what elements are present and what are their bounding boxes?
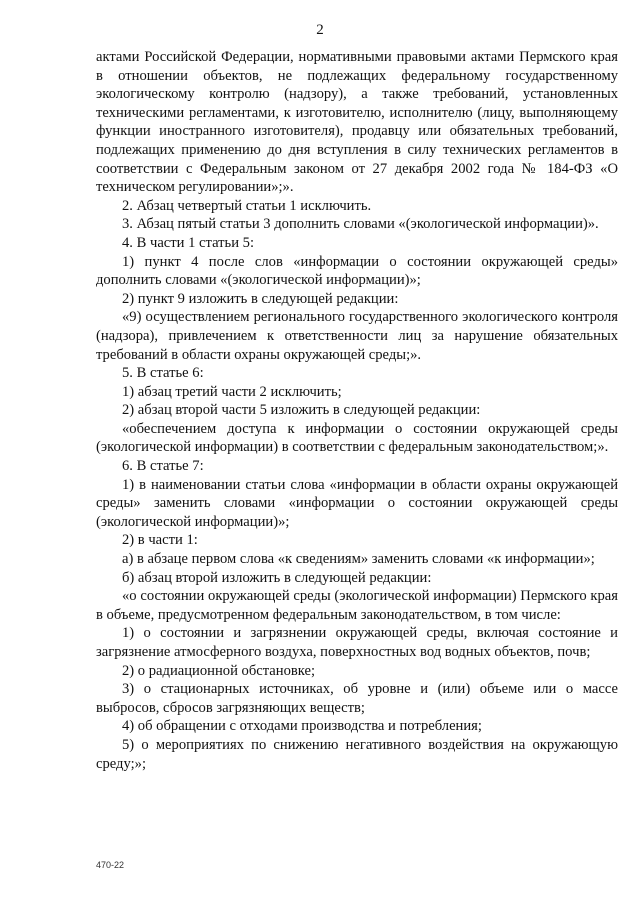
paragraph-item-6-2: 2) в части 1: <box>122 532 198 549</box>
document-code: 470-22 <box>96 860 125 870</box>
paragraph-item-3: 3. Абзац пятый статьи 3 дополнить словами «(экологической информации)». <box>122 216 599 233</box>
document-body <box>96 48 618 773</box>
paragraph-item-2: 2. Абзац четвертый статьи 1 исключить. <box>122 197 372 214</box>
paragraph-item-4-2-text: «9) осуществлением регионального государственного экологического контроля (надзора), привлечением к ответственности лиц за нарушение обязательных требований в области охраны окружающей среды;». <box>96 309 618 363</box>
paragraph-continuation: актами Российской Федерации, нормативными правовыми актами Пермского края в отношении объектов, не подлежащих федеральному государственному экологическому контролю (надзору), а также требований, установленных техническими регламентами, к изготовителю, исполнителю (лицу, выполняющему функции иностранного изготовителя), продавцу или обязательных требований, подлежащих применению до дня вступления в силу технических регламентов в соответствии с Федеральным законом от 27 декабря 2002 года № 184-ФЗ «О техническом регулировании»;». <box>96 49 618 196</box>
paragraph-item-5-2: 2) абзац второй части 5 изложить в следующей редакции: <box>122 402 481 419</box>
paragraph-item-5: 5. В статье 6: <box>122 365 204 382</box>
list-item-2: 2) о радиационной обстановке; <box>122 662 316 679</box>
paragraph-item-4: 4. В части 1 статьи 5: <box>122 234 255 251</box>
paragraph-item-6-2-b-text: «о состоянии окружающей среды (экологической информации) Пермского края в объеме, предусмотренном федеральным законодательством, в том числе: <box>96 588 618 623</box>
list-item-3: 3) о стационарных источниках, об уровне и (или) объеме или о массе выбросов, сбросов загрязняющих веществ; <box>96 681 618 716</box>
paragraph-item-4-1: 1) пункт 4 после слов «информации о состоянии окружающей среды» дополнить словами «(экологической информации)»; <box>96 253 618 289</box>
list-item-1: 1) о состоянии и загрязнении окружающей среды, включая состояние и загрязнение атмосферного воздуха, поверхностных вод водных объектов, почв; <box>96 625 618 660</box>
paragraph-item-5-2-text: «обеспечением доступа к информации о состоянии окружающей среды (экологической информации) в соответствии с федеральным законодательством;». <box>96 420 618 456</box>
paragraph-item-6-2-b: б) абзац второй изложить в следующей редакции: <box>122 569 432 586</box>
paragraph-item-6-1: 1) в наименовании статьи слова «информации в области охраны окружающей среды» заменить словами «информации о состоянии окружающей среды (экологической информации)»; <box>96 476 618 530</box>
list-item-5: 5) о мероприятиях по снижению негативного воздействия на окружающую среду;»; <box>96 736 618 772</box>
paragraph-item-4-2: 2) пункт 9 изложить в следующей редакции: <box>122 290 399 307</box>
list-item-4: 4) об обращении с отходами производства и потребления; <box>122 718 482 735</box>
paragraph-item-6: 6. В статье 7: <box>122 458 204 475</box>
page-number: 2 <box>316 22 324 38</box>
paragraph-item-5-1: 1) абзац третий части 2 исключить; <box>122 383 342 400</box>
paragraph-item-6-2-a: а) в абзаце первом слова «к сведениям» заменить словами «к информации»; <box>122 551 595 568</box>
